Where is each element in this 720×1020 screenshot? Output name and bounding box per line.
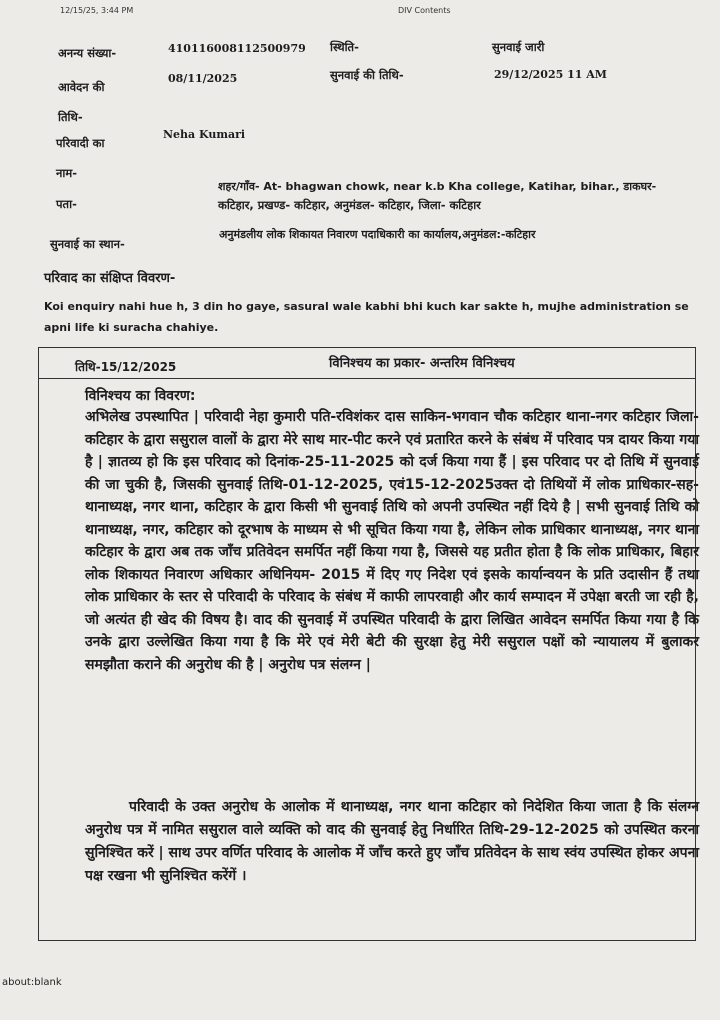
decision-type: विनिश्चय का प्रकार- अन्तरिम विनिश्चय [329,356,515,371]
application-date: 08/11/2025 [168,72,238,85]
decision-details-heading: विनिश्चय का विवरण: [85,388,196,404]
application-label-2: तिथि- [58,110,83,124]
hearing-date-label: सुनवाई की तिथि- [330,68,404,82]
hearing-place-value: अनुमंडलीय लोक शिकायत निवारण पदाधिकारी का कार्यालय,अनुमंडल:-कटिहार [219,228,536,241]
unique-no-label: अनन्य संख्या- [58,46,117,60]
status-label: स्थिति- [330,40,359,54]
decision-date: तिथि-15/12/2025 [75,360,177,374]
complainant-name: Neha Kumari [163,128,246,141]
complaint-heading: परिवाद का संक्षिप्त विवरण- [44,271,176,286]
print-page-title: DIV Contents [398,6,451,15]
decision-box-header [39,348,695,379]
unique-no-value: 410116008112500979 [168,42,306,55]
address-label: पता- [56,197,77,211]
print-datetime: 12/15/25, 3:44 PM [60,6,134,15]
hearing-date-value: 29/12/2025 11 AM [494,68,607,81]
complainant-label: परिवादी का [56,136,105,150]
complaint-text: Koi enquiry nahi hue h, 3 din ho gaye, sasural wale kabhi bhi kuch kar sakte h, mujhe administration se apni life ki suracha chahiye. [44,300,689,334]
application-label: आवेदन की [58,80,105,94]
decision-box [38,347,699,941]
decision-paragraph-1: अभिलेख उपस्थापित | परिवादी नेहा कुमारी पति-रविशंकर दास साकिन-भगवान चौक कटिहार थाना-नगर कटिहार जिला-कटिहार के द्वारा ससुराल वालों के द्वारा मेरे साथ मार-पीट करने एवं प्रतारित करने के संबंध में परिवाद पत्र दायर किया गया है | ज्ञातव्य हो कि इस परिवाद को दिनांक-25-11-2025 को दर्ज किया गया हैं | इस परिवाद पर दो तिथि में सुनवाई की जा चुकी है, जिसकी सुनवाई तिथि-01-12-2025, एवं15-12-2025उक्त दो तिथियों में लोक प्राधिकार-सह-थानाध्यक्ष, नगर थाना, कटिहार के द्वारा किसी भी सुनवाई तिथि को अपनी उपस्थित नहीं दिये है | सभी सुनवाई तिथि को थानाध्यक्ष, नगर, कटिहार को दूरभाष के माध्यम से भी सूचित किया गया है, लेकिन लोक प्राधिकार थानाध्यक्ष, नगर थाना कटिहार के द्वारा अब तक जाँच प्रतिवेदन समर्पित नहीं किया गया है, जिससे यह प्रतीत होता है कि लोक प्राधिकार, बिहार लोक शिकायत निवारण अधिकार अधिनियम- 2015 में दिए गए निदेश एवं इसके कार्यान्वयन के प्रति उदासीन हैं तथा लोक प्राधिकार के स्तर से परिवादी के परिवाद के संबंध में काफी लापरवाही और कार्य सम्पादन में उपेक्षा बरती जा रही है, जो अत्यंत ही खेद की विषय है। वाद की सुनवाई में उपस्थित परिवादी के द्वारा लिखित आवेदन समर्पित किया गया है कि उनके द्वारा उल्लेखित किया गया है कि मेरे एवं मेरी बेटी की सुरक्षा हेतु मेरी ससुराल पक्षों को न्यायालय में बुलाकर समझौता कराने की अनुरोध की है | अनुरोध पत्र संलग्न | [85,409,699,673]
complainant-label-2: नाम- [56,166,78,180]
decision-paragraph-2: परिवादी के उक्त अनुरोध के आलोक में थानाध्यक्ष, नगर थाना कटिहार को निदेशित किया जाता है कि संलग्न अनुरोध पत्र में नामित ससुराल वाले व्यक्ति को वाद की सुनवाई हेतु निर्धारित तिथि-29-12-2025 को उपस्थित करना सुनिश्चित करें | साथ उपर वर्णित परिवाद के आलोक में जाँच करते हुए जाँच प्रतिवेदन के साथ स्वंय उपस्थित होकर अपना पक्ष रखना भी सुनिश्चित करेंगें । [85,799,699,884]
hearing-place-label: सुनवाई का स्थान- [50,237,125,251]
address-line-1: शहर/गाँव- At- bhagwan chowk, near k.b Kha college, Katihar, bihar., डाकघर- [218,180,657,193]
address-line-2: कटिहार, प्रखण्ड- कटिहार, अनुमंडल- कटिहार, जिला- कटिहार [218,198,481,212]
footer-url: about:blank [2,977,62,988]
status-value: सुनवाई जारी [492,40,545,54]
